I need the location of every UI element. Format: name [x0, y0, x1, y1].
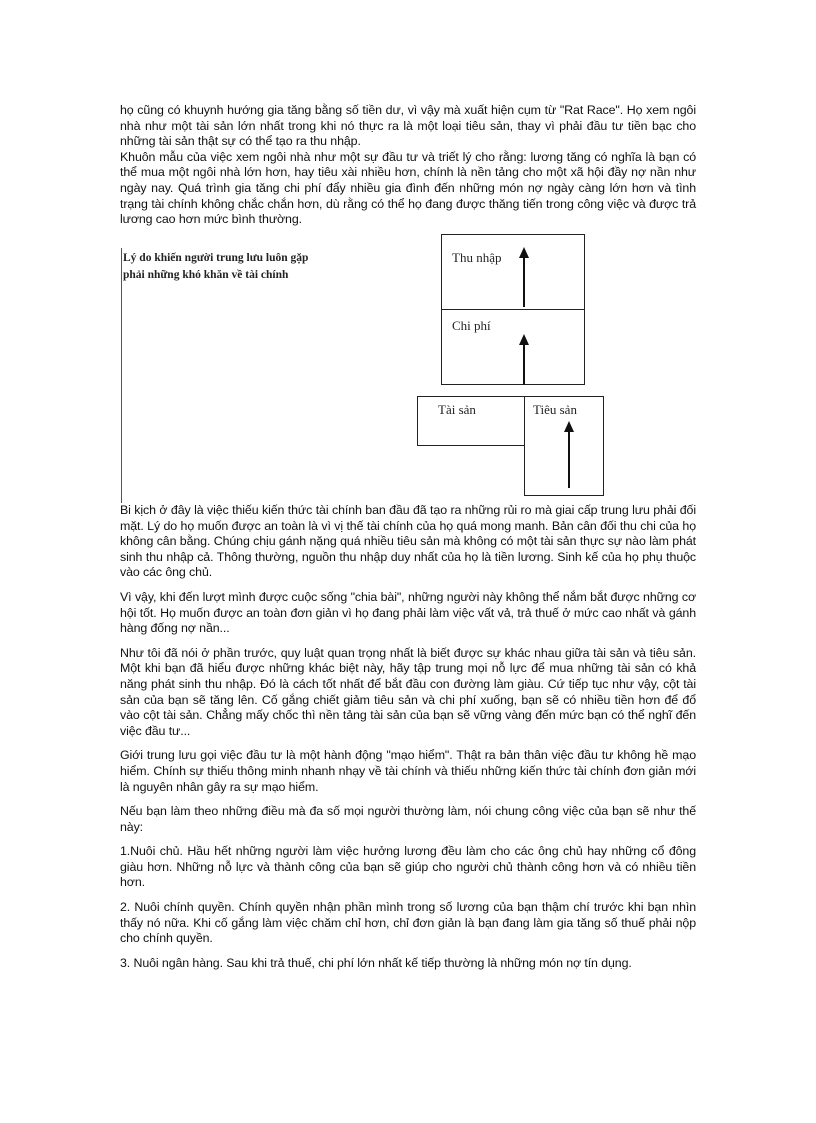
- caption-divider-line: [121, 248, 122, 503]
- body-paragraph-5: Nếu bạn làm theo những điều mà đa số mọi người thường làm, nói chung công việc của bạn sẽ như thế này:: [120, 804, 696, 834]
- body-paragraph-7: 2. Nuôi chính quyền. Chính quyền nhận phần mình trong số lương của bạn thậm chí trước khi bạn nhìn thấy nó nữa. Khi cố gắng làm việc chăm chỉ hơn, chỉ đơn giản là bạn đang làm gia tăng số thuế phải nộp cho chính quyền.: [120, 900, 696, 946]
- intro-paragraph-2: Khuôn mẫu của việc xem ngôi nhà như một sự đầu tư và triết lý cho rằng: lương tăng có nghĩa là bạn có thể mua một ngôi nhà lớn hơn, hay tiêu xài nhiều hơn, chính là nền tảng cho một xã hội đầy nợ nần như ngày nay. Quá trình gia tăng chi phí đẩy nhiều gia đình đến những món nợ ngày càng lớn hơn và tình trạng tài chính không chắc chắn hơn, dù rằng có thể họ đang được thăng tiến trong công việc và được trả lương cao hơn mức bình thường.: [120, 149, 696, 227]
- body-paragraph-8: 3. Nuôi ngân hàng. Sau khi trả thuế, chi phí lớn nhất kế tiếp thường là những món nợ tín dụng.: [120, 955, 632, 970]
- body-paragraph-6: 1.Nuôi chủ. Hầu hết những người làm việc hưởng lương đều làm cho các ông chủ hay những cổ đông giàu hơn. Những nỗ lực và thành công của bạn sẽ giúp cho người chủ thành công hơn và có nhiều tiền hơn.: [120, 844, 696, 890]
- income-label: Thu nhập: [452, 250, 502, 265]
- liability-box: [524, 396, 604, 496]
- asset-box: [417, 396, 525, 446]
- income-box: [441, 234, 585, 310]
- body-paragraph-3: Như tôi đã nói ở phần trước, quy luật quan trọng nhất là biết được sự khác nhau giữa tài sản và tiêu sản. Một khi bạn đã hiểu được những khác biệt này, hãy tập trung mọi nỗ lực để mua những tài sản có khả năng phát sinh thu nhập. Đó là cách tốt nhất để bắt đầu con đường làm giàu. Cứ tiếp tục như vậy, cột tài sản của bạn sẽ tăng lên. Cố gắng chiết giảm tiêu sản và chi phí xuống, bạn sẽ có nhiều tiền hơn để đổ vào cột tài sản. Chẳng mấy chốc thì nền tảng tài sản của bạn sẽ vững vàng đến mức bạn có thể nghĩ đến việc đầu tư...: [120, 645, 696, 738]
- body-text: [120, 503, 696, 980]
- body-paragraph-2: Vì vậy, khi đến lượt mình được cuộc sống "chia bài", những người này không thể nắm bắt được những cơ hội tốt. Họ muốn được an toàn đơn giản vì họ đang phải làm việc vất vả, trả thuế ở mức cao nhất và gánh hàng đống nợ nần...: [120, 589, 696, 636]
- intro-paragraph-1: họ cũng có khuynh hướng gia tăng bằng số tiền dư, vì vậy mà xuất hiện cụm từ "Rat Race". Họ xem ngôi nhà như một tài sản lớn nhất trong khi nó thực ra là một loại tiêu sản, thay vì phải đầu tư tiền bạc cho những tài sản thật sự có thể tạo ra thu nhập.: [120, 103, 696, 149]
- expense-box: [441, 309, 585, 385]
- body-paragraph-4: Giới trung lưu gọi việc đầu tư là một hành động "mạo hiểm". Thật ra bản thân việc đầu tư không hề mạo hiểm. Chính sự thiếu thông minh nhanh nhạy về tài chính và thiếu những kiến thức tài chính đơn giản mới là nguyên nhân gây ra sự mạo hiểm.: [120, 748, 696, 794]
- diagram-caption: Lý do khiến người trung lưu luôn gặp phải những khó khăn về tài chính: [123, 252, 309, 281]
- body-paragraph-1: Bi kịch ở đây là việc thiếu kiến thức tài chính ban đầu đã tạo ra những rủi ro mà giai cấp trung lưu phải đối mặt. Lý do họ muốn được an toàn là vì vị thế tài chính của họ quá mong manh. Bản cân đối thu chi của họ không cân bằng. Chúng chịu gánh nặng quá nhiều tiêu sản mà không có một tài sản thực sự nào làm phát sinh thu nhập cả. Thông thường, nguồn thu nhập duy nhất của họ là tiền lương. Sinh kế của họ phụ thuộc vào các ông chủ.: [120, 503, 696, 580]
- income-expense-diagram: [0, 0, 816, 520]
- liability-label: Tiêu sản: [533, 402, 577, 417]
- asset-label: Tài sản: [438, 402, 476, 417]
- expense-label: Chi phí: [452, 318, 491, 333]
- intro-text: [120, 103, 696, 228]
